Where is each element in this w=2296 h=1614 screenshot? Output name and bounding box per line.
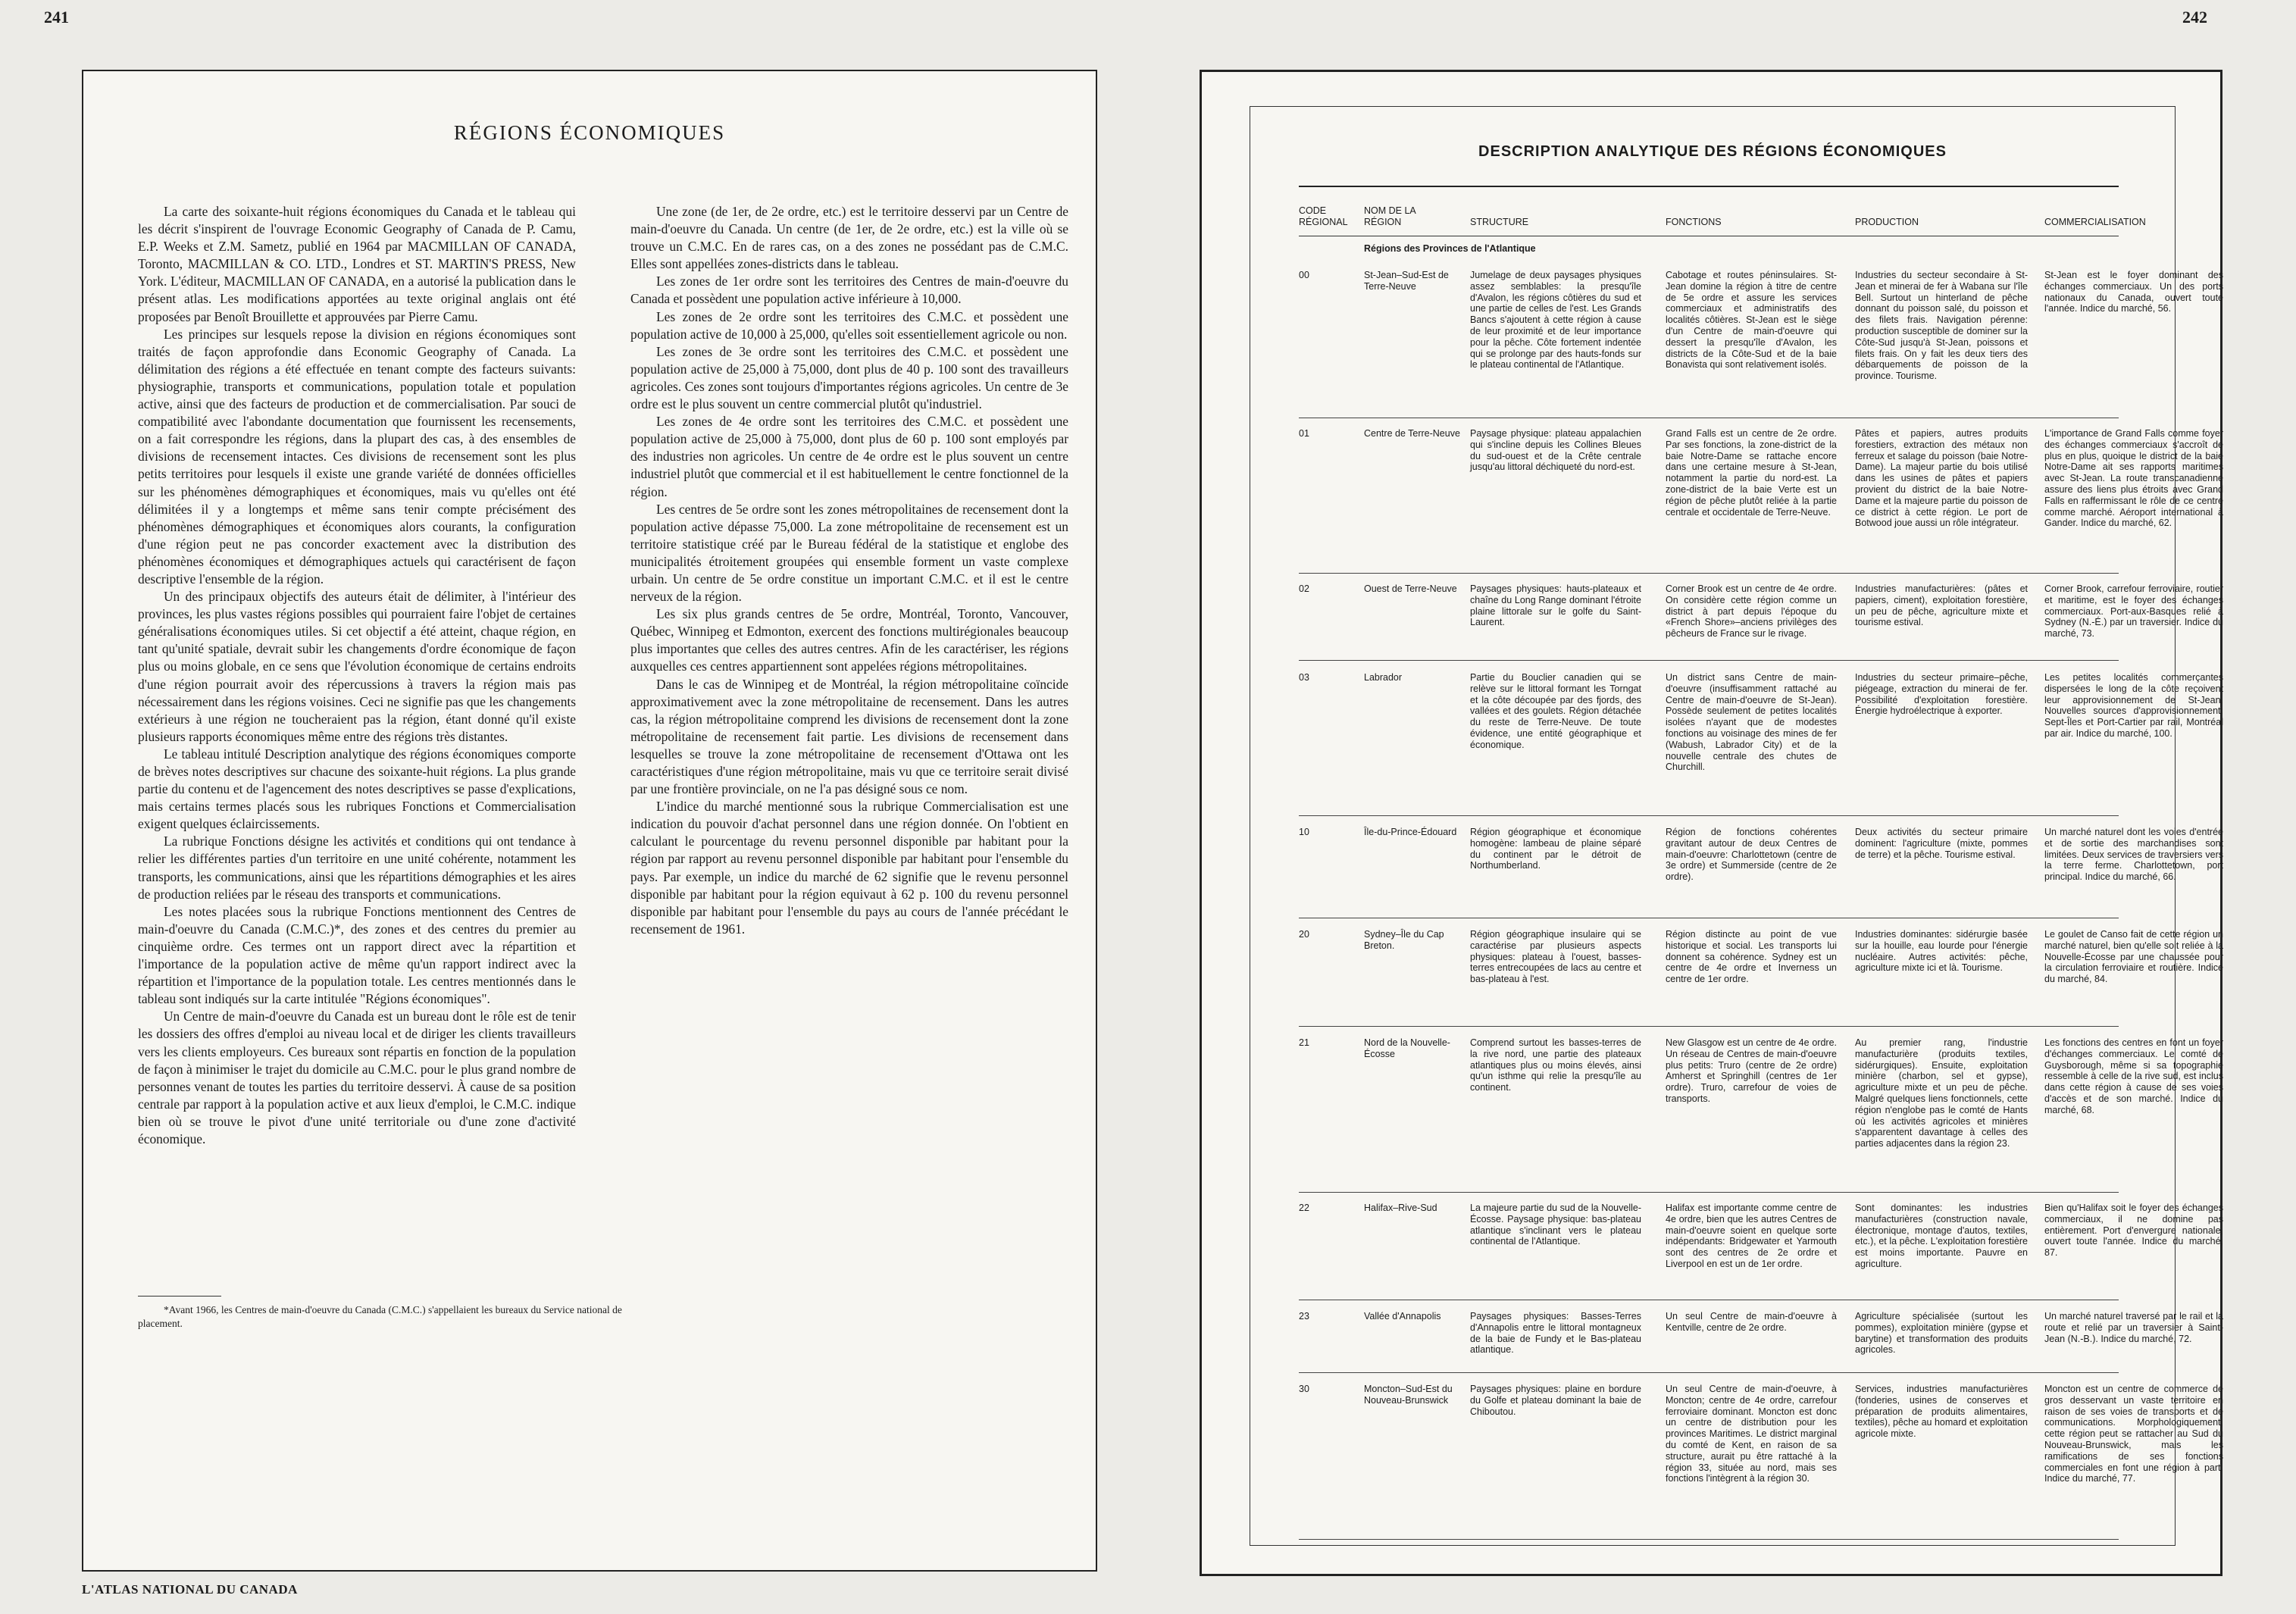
cell-name: Nord de la Nouvelle-Écosse <box>1364 1037 1450 1059</box>
section-heading: Régions des Provinces de l'Atlantique <box>1364 243 1536 254</box>
row-divider <box>1299 1372 2119 1373</box>
cell-fonctions: Région distincte au point de vue historique et social. Les transports lui donnent sa cohérence. Sydney est un centre de 4e ordre et Inverness un centre de 1er ordre. <box>1666 929 1837 985</box>
header-name: NOM DE LA RÉGION <box>1364 205 1416 227</box>
cell-production: Services, industries manufacturières (fonderies, usines de conserves et préparation de produits alimentaires, textiles), pêche au homard et exploitation agricole mixte. <box>1855 1384 2028 1440</box>
paragraph: Une zone (de 1er, de 2e ordre, etc.) est le territoire desservi par un Centre de main-d'oeuvre du Canada. Un centre (de 1er, de 2e ordre, etc.) est la ville où se trouve un C.M.C. En de rares cas, on a des zones ne possédant pas de C.M.C. Elles sont appellées zones-districts dans le tableau. <box>630 204 1068 272</box>
paragraph: Les zones de 3e ordre sont les territoires des C.M.C. et possèdent une population active de 25,000 à 75,000, dont plus de 40 p. 100 sont des travailleurs agricoles. Ces zones sont toujours d'importantes régions agricoles. Un centre de 3e ordre est le plus souvent un centre commercial plutôt qu'industriel. <box>630 343 1068 412</box>
paragraph: La carte des soixante-huit régions économiques du Canada et le tableau qui les décrit s'inspirent de l'ouvrage Economic Geography of Canada de P. Camu, E.P. Weeks et Z.M. Sametz, publié en 1964 par MACMILLAN OF CANADA, Toronto, MACMILLAN & CO. LTD., Londres et ST. MARTIN'S PRESS, New York. L'éditeur, MACMILLAN OF CANADA, en a autorisé la publication dans le présent atlas. Les modifications apportées au texte original anglais ont été proposées par Benoît Brouillette et approuvées par Pierre Camu. <box>138 204 576 324</box>
paragraph: Un des principaux objectifs des auteurs était de délimiter, à l'intérieur des provinces, les plus vastes régions possibles qui pourraient faire l'objet de certaines généralisations économiques utiles. Si cet objectif a été atteint, chaque région, en tant qu'unité spatiale, devrait subir les changements d'ordre économique de façon plus ou moins globale, en ce sens que l'évolution économique de certains endroits d'une région pourrait avoir des répercussions à travers la région mais pas nécessairement dans les régions voisines. Ceci ne signifie pas que les changements extérieurs à une région ne toucheraient pas la région, étant donné qu'il existe plusieurs rapports économiques même entre des régions très distantes. <box>138 589 576 744</box>
atlas-footer: L'ATLAS NATIONAL DU CANADA <box>82 1582 298 1597</box>
page-number-left: 241 <box>44 8 69 27</box>
cell-name: Vallée d'Annapolis <box>1364 1311 1441 1322</box>
cell-name: Île-du-Prince-Édouard <box>1364 827 1457 837</box>
cell-code: 03 <box>1299 672 1309 683</box>
cell-production: Agriculture spécialisée (surtout les pommes), exploitation minière (gypse et barytine) et transformation des produits agricoles. <box>1855 1311 2028 1356</box>
cell-structure: Comprend surtout les basses-terres de la rive nord, une partie des plateaux atlantiques plus ou moins élevés, ainsi qu'un isthme qui relie la presqu'île au continent. <box>1470 1037 1641 1093</box>
text-column-left <box>138 203 576 1148</box>
cell-structure: Paysage physique: plateau appalachien qui s'incline depuis les Collines Bleues du sud-ouest et de la Crête centrale jusqu'au littoral déchiqueté du nord-est. <box>1470 428 1641 473</box>
row-divider <box>1299 660 2119 661</box>
paragraph: Les centres de 5e ordre sont les zones métropolitaines de recensement dont la population active dépasse 75,000. La zone métropolitaine de recensement est un territoire statistique créé par le Bureau fédéral de la statistique et englobe des municipalités étroitement groupées qui ensemble forment un vaste complexe urbain. Un centre de 5e ordre constitue un important C.M.C. et il est le centre nerveux de la région. <box>630 501 1068 605</box>
paragraph: L'indice du marché mentionné sous la rubrique Commercialisation est une indication du pouvoir d'achat personnel dans une région donnée. On l'obtient en calculant le pourcentage du revenu personnel disponible par habitant pour la région par rapport au revenu personnel disponible par habitant pour l'ensemble du pays. Par exemple, un indice du marché de 62 signifie que le revenu personnel disponible par habitant pour la région equivaut à 62 p. 100 du revenu personnel disponible par habitant pour l'ensemble du pays au cours de l'année précédant le recensement de 1961. <box>630 799 1068 937</box>
header-fonctions: FONCTIONS <box>1666 217 1722 227</box>
cell-production: Au premier rang, l'industrie manufacturière (produits textiles, sidérurgiques). Ensuite, exploitation minière (charbon, sel et gypse), agriculture mixte et un peu de pêche. Malgré quelques liens fonctionnels, cette région n'englobe pas le comté de Hants où les activités agricoles et minières s'apparentent davantage à celles des parties adjacentes dans la région 23. <box>1855 1037 2028 1150</box>
paragraph: Les zones de 4e ordre sont les territoires des C.M.C. et possèdent une population active de 25,000 à 75,000, dont plus de 60 p. 100 sont employés par des industries non agricoles. Un centre de 4e ordre est le plus souvent un centre industriel plutôt que commercial et il est habituellement le centre fonctionnel de la région. <box>630 414 1068 499</box>
cell-name: Halifax–Rive-Sud <box>1364 1203 1437 1213</box>
header-structure: STRUCTURE <box>1470 217 1529 227</box>
cell-structure: Paysages physiques: Basses-Terres d'Annapolis entre le littoral montagneux de la baie de Fundy et le Bas-plateau atlantique. <box>1470 1311 1641 1356</box>
cell-fonctions: Grand Falls est un centre de 2e ordre. Par ses fonctions, la zone-district de la baie Notre-Dame se rattache encore dans une certaine mesure à St-Jean, notamment la partie du nord-est. La zone-district de la baie Verte est un région de pêche plutôt reliée à la partie centrale et occidentale de Terre-Neuve. <box>1666 428 1837 518</box>
header-code: CODE RÉGIONAL <box>1299 205 1348 227</box>
cell-structure: Région géographique insulaire qui se caractérise par plusieurs aspects physiques: plateau à l'ouest, basses-terres entrecoupées de lacs au centre et bas-plateau à l'est. <box>1470 929 1641 985</box>
right-page <box>1200 70 2222 1576</box>
cell-production: Deux activités du secteur primaire dominent: l'agriculture (mixte, pommes de terre) et la pêche. Tourisme estival. <box>1855 827 2028 860</box>
paragraph: Les zones de 2e ordre sont les territoires des C.M.C. et possèdent une population active de 10,000 à 25,000, qu'elles soit essentiellement agricole ou non. <box>630 308 1068 342</box>
cell-production: Industries dominantes: sidérurgie basée sur la houille, eau lourde pour l'énergie nucléaire. Autres activités: pêche, agriculture mixte ici et là. Tourisme. <box>1855 929 2028 974</box>
row-divider <box>1299 573 2119 574</box>
cell-commercialisation: L'importance de Grand Falls comme foyer des échanges commerciaux s'accroît de plus en plus, quoique le district de la baie Notre-Dame ait ses rapports maritimes avec St-Jean. La route transcanadienne assure des liens plus étroits avec Grand Falls en raffermissant le rôle de ce centre comme marché. Aéroport international à Gander. Indice du marché, 62. <box>2044 428 2223 529</box>
cell-fonctions: Un district sans Centre de main-d'oeuvre (insuffisamment rattaché au Centre de main-d'oeuvre de St-Jean). Possède seulement de petites localités isolées n'ayant que de modestes fonctions au voisinage des mines de fer (Wabush, Labrador City) et de la nouvelle centrale des chutes de Churchill. <box>1666 672 1837 773</box>
cell-commercialisation: Moncton est un centre de commerce de gros desservant un vaste territoire en raison de ses voies de transports et de communications. Morphologiquement, cette région peut se rattacher au Sud du Nouveau-Brunswick, mais les ramifications de ses fonctions commerciales en font une région à part. Indice du marché, 77. <box>2044 1384 2223 1484</box>
cell-fonctions: Région de fonctions cohérentes gravitant autour de deux Centres de main-d'oeuvre: Charlottetown (centre de 3e ordre) et Summerside (centre de 2e ordre). <box>1666 827 1837 883</box>
page-title: RÉGIONS ÉCONOMIQUES <box>453 121 726 144</box>
cell-name: Sydney–Île du Cap Breton. <box>1364 929 1444 951</box>
cell-commercialisation: Un marché naturel traversé par le rail et la route et relié par un traversier à Saint-Jean (N.-B.). Indice du marché, 72. <box>2044 1311 2223 1344</box>
cell-commercialisation: Les petites localités commerçantes dispersées le long de la côte reçoivent leur approvisionnement de St-Jean. Nouvelles sources d'approvisionnement: Sept-Îles et Port-Cartier par rail, Montréal par air. Indice du marché, 100. <box>2044 672 2223 739</box>
row-divider <box>1299 1192 2119 1193</box>
cell-code: 01 <box>1299 428 1309 439</box>
table-frame <box>1250 106 2223 1546</box>
left-page <box>82 70 1097 1572</box>
cell-code: 00 <box>1299 270 1309 280</box>
cell-code: 30 <box>1299 1384 1309 1394</box>
cell-production: Industries manufacturières: (pâtes et papiers, ciment), exploitation forestière, un peu de pêche, agriculture mixte et tourisme estival. <box>1855 583 2028 628</box>
cell-name: Labrador <box>1364 672 1403 683</box>
paragraph: Un Centre de main-d'oeuvre du Canada est un bureau dont le rôle est de tenir les dossiers des offres d'emploi au niveau local et de diriger les clients travailleurs vers les clients employeurs. Ces bureaux sont répartis en fonction de la population de façon à minimiser le trajet du domicile au C.M.C. pour le plus grand nombre de personnes venant de toutes les parties du territoire desservi. À cause de sa position centrale par rapport à la population active et aux lieux d'emploi, le C.M.C. indique bien où se trouve le pivot d'une unité territoriale ou d'une zone d'activité économique. <box>138 1009 576 1146</box>
paragraph: La rubrique Fonctions désigne les activités et conditions qui ont tendance à relier les différentes parties d'un territoire en une unité cohérente, notamment les transports, les communications, ainsi que les répartitions démographies et les aires de production reliées par le réseau des transports et communications. <box>138 834 576 902</box>
paragraph: Les zones de 1er ordre sont les territoires des Centres de main-d'oeuvre du Canada et possèdent une population active inférieure à 10,000. <box>630 274 1068 307</box>
paragraph: Les notes placées sous la rubrique Fonctions mentionnent des Centres de main-d'oeuvre du Canada (C.M.C.)*, des zones et des centres du premier au cinquième ordre. Ces termes ont un rapport direct avec la répartition et l'importance de la population active de même qu'un rapport indirect avec la répartition et l'importance de la population totale. Les centres mentionnés dans le tableau sont indiqués sur la carte intitulée "Régions économiques". <box>138 903 576 1007</box>
cell-fonctions: Un seul Centre de main-d'oeuvre à Kentville, centre de 2e ordre. <box>1666 1311 1837 1333</box>
cell-fonctions: Cabotage et routes péninsulaires. St-Jean domine la région à titre de centre de 5e ordre et assure les services commerciaux et administratifs des localités côtières. St-Jean est le siège d'un Centre de main-d'oeuvre qui dessert la presqu'île d'Avalon, les districts de la Côte-Sud et de la baie Bonavista qui sont relativement isolés. <box>1666 270 1837 371</box>
cell-structure: Paysages physiques: hauts-plateaux et chaîne du Long Range dominant l'étroite plaine littorale sur le golfe du Saint-Laurent. <box>1470 583 1641 628</box>
cell-commercialisation: St-Jean est le foyer dominant des échanges commerciaux. Un des ports nationaux du Canada, ouvert toute l'année. Indice du marché, 56. <box>2044 270 2223 314</box>
cell-structure: La majeure partie du sud de la Nouvelle-Écosse. Paysage physique: bas-plateau atlantique s'inclinant vers le plateau continental de l'Atlantique. <box>1470 1203 1641 1247</box>
paragraph: Les six plus grands centres de 5e ordre, Montréal, Toronto, Vancouver, Québec, Winnipeg et Edmonton, exercent des fonctions multirégionales beaucoup plus importantes que celles des autres centres. Afin de les caractériser, les régions auxquelles ces centres appartiennent sont appelées régions métropolitaines. <box>630 606 1068 674</box>
paragraph: Le tableau intitulé Description analytique des régions économiques comporte de brèves notes descriptives sur chacune des soixante-huit régions. La plus grande partie du contenu et de l'agencement des notes descriptives se passe d'explications, mais certains termes placés sous les rubriques Fonctions et Commercialisation exigent quelques éclaircissements. <box>138 746 576 832</box>
table-title: DESCRIPTION ANALYTIQUE DES RÉGIONS ÉCONOMIQUES <box>1478 143 1947 160</box>
row-divider <box>1299 1026 2119 1027</box>
row-divider <box>1299 815 2119 816</box>
cell-name: St-Jean–Sud-Est de Terre-Neuve <box>1364 270 1449 292</box>
cell-fonctions: Corner Brook est un centre de 4e ordre. On considère cette région comme un district à part depuis l'époque du «French Shore»–anciens privilèges des pêcheurs de France sur le rivage. <box>1666 583 1837 640</box>
cell-commercialisation: Un marché naturel dont les voies d'entrée et de sortie des marchandises sont limitées. Deux services de traversiers vers la terre ferme. Charlottetown, port principal. Indice du marché, 66. <box>2044 827 2223 883</box>
title-divider <box>1299 186 2119 187</box>
cell-production: Industries du secteur primaire–pêche, piégeage, extraction du minerai de fer. Possibilité d'exploitation forestière. Énergie hydroélectrique à exporter. <box>1855 672 2028 717</box>
cell-name: Centre de Terre-Neuve <box>1364 428 1460 439</box>
header-production: PRODUCTION <box>1855 217 1919 227</box>
cell-code: 10 <box>1299 827 1309 837</box>
cell-name: Ouest de Terre-Neuve <box>1364 583 1457 594</box>
footnote-divider <box>138 1296 221 1297</box>
cell-production: Pâtes et papiers, autres produits forestiers, extraction des métaux non ferreux et salage du poisson (baie Notre-Dame). La majeur partie du bois utilisé dans les usines de pâtes et papiers provient du district de la baie Notre-Dame et la majeure partie du poisson de ce district à cette région. Le port de Botwood joue aussi un rôle intégrateur. <box>1855 428 2028 529</box>
paragraph: Dans le cas de Winnipeg et de Montréal, la région métropolitaine coïncide approximativement avec la zone métropolitaine de recensement. Dans les autres cas, la région métropolitaine comprend les divisions de recensement dont la zone métropolitaine de recensement fait partie. Les divisions de recensement dans lesquelles se trouve la zone métropolitaine de recensement d'Ottawa ont les caractéristiques d'une région métropolitaine, mais vu que ce territoire serait divisé par une frontière provinciale, on ne l'a pas désigné sous ce nom. <box>630 676 1068 797</box>
cell-name: Moncton–Sud-Est du Nouveau-Brunswick <box>1364 1384 1453 1406</box>
cell-commercialisation: Bien qu'Halifax soit le foyer des échanges commerciaux, il ne domine pas entièrement. Port d'envergure nationale, ouvert toute l'année. Indice du marché, 87. <box>2044 1203 2223 1259</box>
cell-production: Industries du secteur secondaire à St-Jean et minerai de fer à Wabana sur l'île Bell. Surtout un hinterland de pêche donnant du poisson salé, du poisson et des filets frais. Navigation pérenne: production susceptible de dominer sur la Côte-Sud jusqu'à St-Jean, poissons et filets frais. On y fait les deux tiers des débarquements de poisson de la province. Tourisme. <box>1855 270 2028 382</box>
cell-commercialisation: Corner Brook, carrefour ferroviaire, routier et maritime, est le foyer des échanges commerciaux. Port-aux-Basques relié à Sydney (N.-É.) par un traversier. Indice du marché, 73. <box>2044 583 2223 640</box>
page-number-right: 242 <box>2182 8 2207 27</box>
header-commercialisation: COMMERCIALISATION <box>2044 217 2146 227</box>
cell-structure: Jumelage de deux paysages physiques assez semblables: la presqu'île d'Avalon, les régions côtières du sud et une partie de celles de l'est. Les Grands Bancs s'ajoutent à cette région à cause de leur proximité et de leur importance pour la pêche. Côte fortement indentée qui se prolonge par des hauts-fonds sur le plateau continental de l'Atlantique. <box>1470 270 1641 371</box>
cell-fonctions: New Glasgow est un centre de 4e ordre. Un réseau de Centres de main-d'oeuvre plus petits: Truro (centre de 2e ordre) Amherst et Springhill (centres de 1er ordre). Truro, carrefour de voies de transports. <box>1666 1037 1837 1104</box>
cell-production: Sont dominantes: les industries manufacturières (construction navale, électronique, montage d'autos, textiles, etc.), et la pêche. L'exploitation forestière est moins importante. Pauvre en agriculture. <box>1855 1203 2028 1269</box>
footnote: *Avant 1966, les Centres de main-d'oeuvre du Canada (C.M.C.) s'appellaient les bureaux du Service national de placement. <box>138 1304 622 1329</box>
cell-fonctions: Un seul Centre de main-d'oeuvre, à Moncton; centre de 4e ordre, carrefour ferroviaire dominant. Moncton est donc un centre de distribution pour les provinces Maritimes. Le district marginal du comté de Kent, en raison de sa structure, aurait pu être rattaché à la région 33, située au nord, mais ses fonctions l'intègrent à la région 30. <box>1666 1384 1837 1484</box>
cell-fonctions: Halifax est importante comme centre de 4e ordre, bien que les autres Centres de main-d'oeuvre soient en quelque sorte indépendants: Bridgewater et Yarmouth sont des centres de 2e ordre et Liverpool en est un de 1er ordre. <box>1666 1203 1837 1269</box>
cell-code: 23 <box>1299 1311 1309 1322</box>
text-column-right <box>630 203 1068 938</box>
cell-code: 20 <box>1299 929 1309 940</box>
paragraph: Les principes sur lesquels repose la division en régions économiques sont traités de façon approfondie dans Economic Geography of Canada. La délimitation des régions a été effectuée en tenant compte des facteurs suivants: physiographie, transports et communications, population totale et population active, ainsi que des facteurs de production et de commercialisation. Par souci de compatibilité avec l'abondante documentation que fournissent les recensements, on a fait correspondre les régions, dans la plupart des cas, à des ensembles de divisions de recensement intactes. Ces divisions de recensement sont les plus petits territoires pour lesquels il existe une grande variété de données officielles sur les phénomènes démographiques et économiques, mais vu qu'elles ont été délimitées il y a longtemps et même sans tenir compte précisément des phénomènes démographiques et économiques alors courants, la configuration d'une région peut ne pas concorder exactement avec la distribution des phénomènes économiques et démographiques actuels qui caractérisent de façon descriptive l'ensemble de la région. <box>138 326 576 586</box>
cell-commercialisation: Le goulet de Canso fait de cette région un marché naturel, bien qu'elle soit reliée à la Nouvelle-Écosse par une chaussée pour la circulation ferroviaire et routière. Indice du marché, 84. <box>2044 929 2223 985</box>
cell-structure: Partie du Bouclier canadien qui se relève sur le littoral formant les Torngat et la côte découpée par des fjords, des vallées et des goulets. Région détachée du reste de Terre-Neuve. De toute évidence, une entité géographique et économique. <box>1470 672 1641 750</box>
cell-commercialisation: Les fonctions des centres en font un foyer d'échanges commerciaux. Le comté de Guysborough, même si sa topographie ressemble à celle de la rive sud, est inclus dans cette région à cause de ses voies d'accès et de son marché. Indice du marché, 68. <box>2044 1037 2223 1115</box>
cell-code: 21 <box>1299 1037 1309 1048</box>
cell-structure: Région géographique et économique homogène: lambeau de plaine séparé du continent par le détroit de Northumberland. <box>1470 827 1641 871</box>
row-divider <box>1299 1539 2119 1540</box>
cell-structure: Paysages physiques: plaine en bordure du Golfe et plateau dominant la baie de Chiboutou. <box>1470 1384 1641 1417</box>
cell-code: 22 <box>1299 1203 1309 1213</box>
cell-code: 02 <box>1299 583 1309 594</box>
